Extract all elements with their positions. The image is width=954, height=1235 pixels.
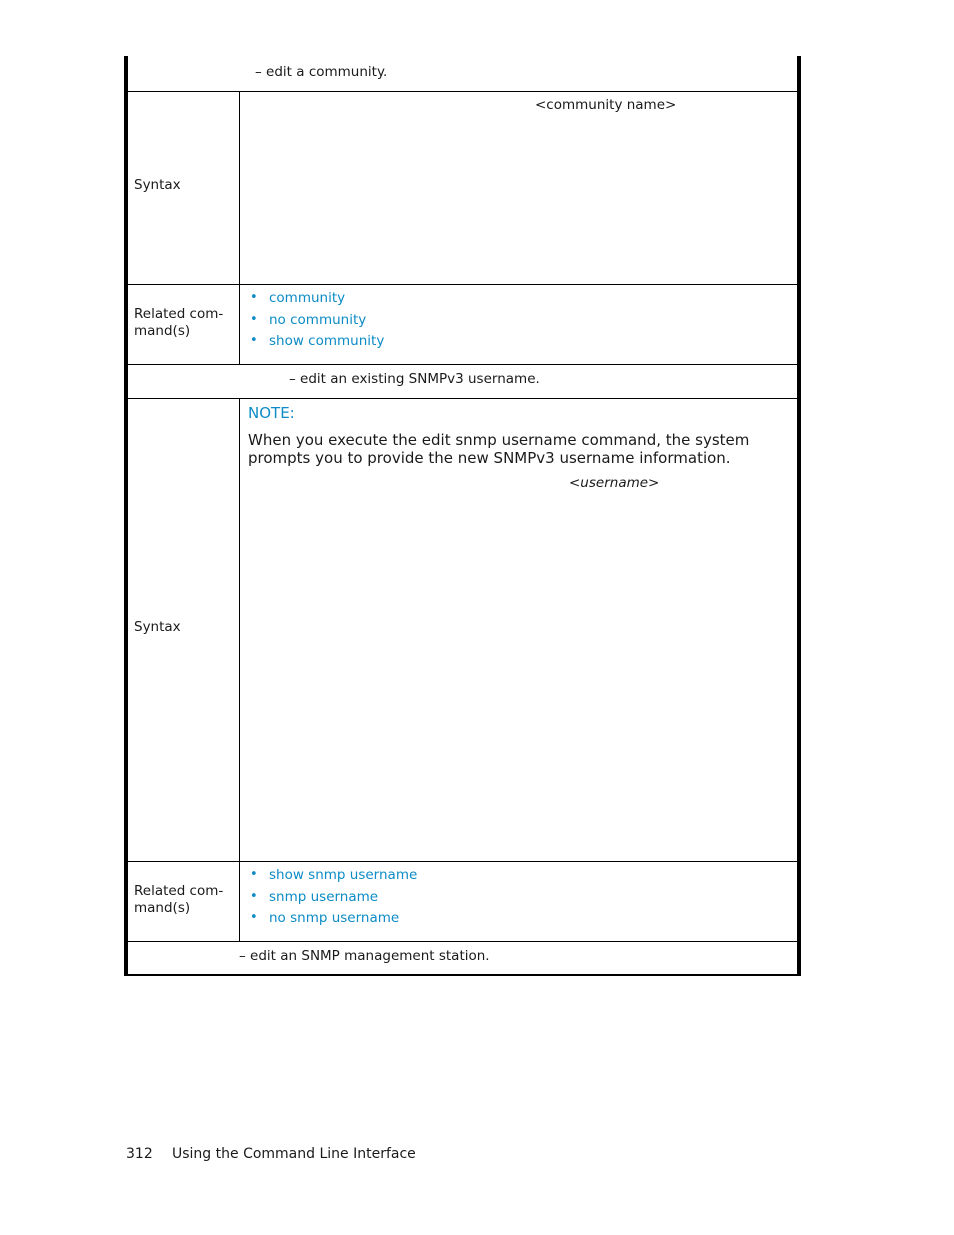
link-show-snmp-username[interactable]: show snmp username <box>269 867 418 883</box>
note-text: When you execute the edit snmp username command, the system prompts you to provide the new SNMPv3 username information. <box>248 431 750 467</box>
edit-username-description: – edit an existing SNMPv3 username. <box>289 371 540 387</box>
column-divider <box>239 91 240 364</box>
bullet-icon: • <box>250 867 258 882</box>
username-parameter: <username> <box>569 475 660 491</box>
row-divider <box>128 284 797 285</box>
community-name-parameter: <community name> <box>535 97 677 113</box>
related-commands-label-continued: mand(s) <box>134 900 191 916</box>
bullet-icon: • <box>250 333 258 348</box>
column-divider <box>239 398 240 941</box>
table-border-bottom <box>124 974 801 976</box>
syntax-label: Syntax <box>134 619 181 635</box>
bullet-icon: • <box>250 889 258 904</box>
row-divider <box>128 364 797 365</box>
link-community[interactable]: community <box>269 290 346 306</box>
bullet-icon: • <box>250 312 258 327</box>
section-title: Using the Command Line Interface <box>172 1146 416 1162</box>
row-divider <box>128 941 797 942</box>
link-snmp-username[interactable]: snmp username <box>269 889 379 905</box>
related-commands-label: Related com- <box>134 883 224 899</box>
table-border-left <box>124 56 128 976</box>
edit-station-description: – edit an SNMP management station. <box>239 948 490 964</box>
row-divider <box>128 91 797 92</box>
bullet-icon: • <box>250 290 258 305</box>
edit-community-description: – edit a community. <box>255 64 388 80</box>
note-title: NOTE: <box>248 404 295 422</box>
link-no-community[interactable]: no community <box>269 312 367 328</box>
syntax-label: Syntax <box>134 177 181 193</box>
link-no-snmp-username[interactable]: no snmp username <box>269 910 400 926</box>
row-divider <box>128 398 797 399</box>
bullet-icon: • <box>250 910 258 925</box>
page-number: 312 <box>126 1146 153 1162</box>
related-commands-label-continued: mand(s) <box>134 323 191 339</box>
link-show-community[interactable]: show community <box>269 333 385 349</box>
row-divider <box>128 861 797 862</box>
table-border-right <box>797 56 801 976</box>
related-commands-label: Related com- <box>134 306 224 322</box>
